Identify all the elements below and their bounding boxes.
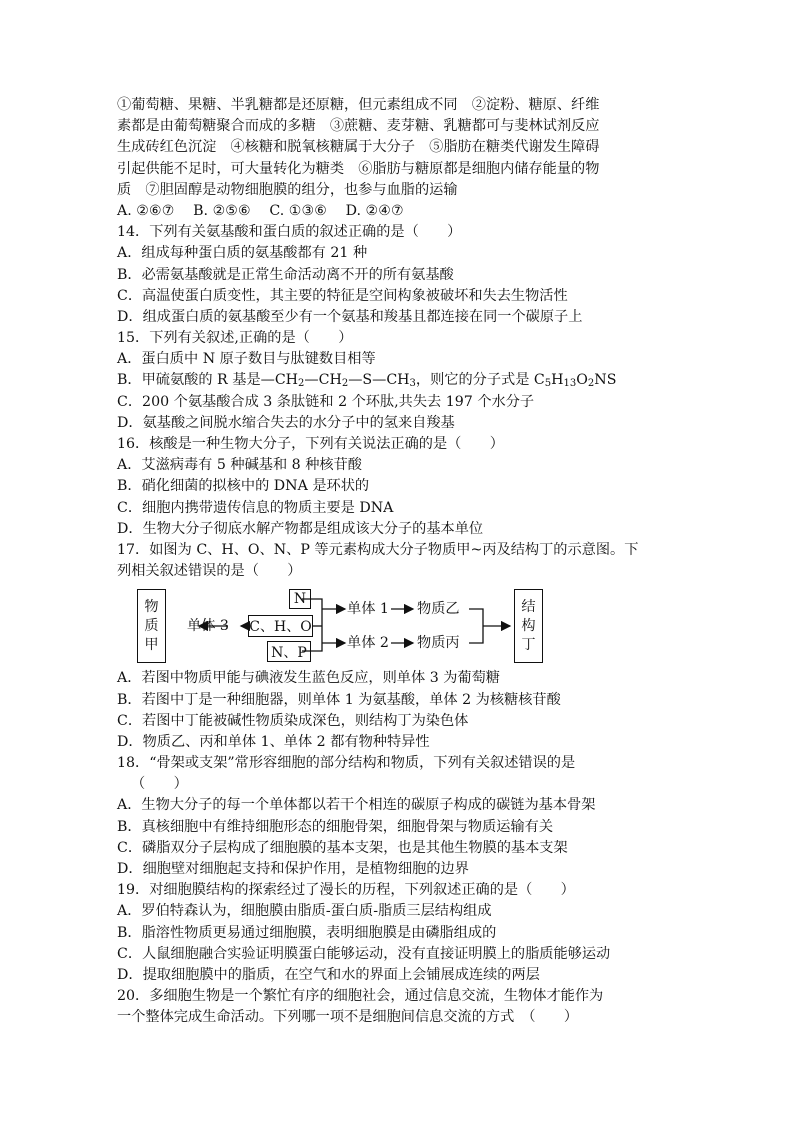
q15-option-c: C．200 个氨基酸合成 3 条肽链和 2 个环肽,共失去 197 个水分子 (117, 393, 535, 410)
q15-option-b (117, 370, 677, 391)
q17-option-c: C．若图中丁能被碱性物质染成深色，则结构丁为染色体 (117, 712, 469, 729)
structure-d-char-1: 结 (521, 598, 536, 615)
q17-option-b: B．若图中丁是一种细胞器，则单体 1 为氨基酸，单体 2 为核糖核苷酸 (117, 691, 561, 708)
q13-statement-line-3: 生成砖红色沉淀 ④核糖和脱氧核糖属于大分子 ⑤脂肪在糖类代谢发生障碍 (117, 139, 600, 156)
q20-stem-line-1: 20．多细胞生物是一个繁忙有序的细胞社会，通过信息交流，生物体才能作为 (117, 988, 604, 1005)
q13-statement-line-5: 质 ⑦胆固醇是动物细胞膜的组分，也参与血脂的运输 (117, 181, 458, 198)
q13-options: A. ②⑥⑦ B. ②⑤⑥ C. ①③⑥ D. ②④⑦ (117, 202, 404, 219)
q13-statement-line-4: 引起供能不足时，可大量转化为糖类 ⑥脂肪与糖原都是细胞内储存能量的物 (117, 160, 600, 177)
q17-stem-line-2: 列相关叙述错误的是（ ） (117, 563, 302, 580)
q17-diagram (117, 584, 677, 668)
bracket-substances (469, 609, 483, 643)
q15-b-text-5: H (551, 372, 564, 389)
q18-option-a: A．生物大分子的每一个单体都以若干个相连的碳原子构成的碳链为基本骨架 (117, 797, 596, 814)
q15-b-sub-1: 2 (298, 378, 305, 390)
q15-option-d: D．氨基酸之间脱水缩合失去的水分子中的氢来自羧基 (117, 414, 455, 431)
exam-content (117, 95, 677, 1029)
q20-stem-line-2: 一个整体完成生命活动。下列哪一项不是细胞间信息交流的方式 （ ） (117, 1009, 579, 1026)
structure-d-box (514, 589, 543, 663)
q15-b-sub-3: 3 (409, 378, 416, 390)
structure-d-char-2: 构 (521, 617, 536, 634)
q16-option-a: A．艾滋病毒有 5 种碱基和 8 种核苷酸 (117, 457, 362, 474)
q15-b-text-4: ，则它的分子式是 C (415, 372, 545, 389)
monomer-1-label: 单体 1 (347, 601, 389, 618)
q18-option-c: C．磷脂双分子层构成了细胞膜的基本支架，也是其他生物膜的基本支架 (117, 839, 568, 856)
q13-statement-line-2: 素都是由葡萄糖聚合而成的多糖 ③蔗糖、麦芽糖、乳糖都可与斐林试剂反应 (117, 118, 600, 135)
q17-option-d: D．物质乙、丙和单体 1、单体 2 都有物种特异性 (117, 733, 430, 750)
q16-option-d: D．生物大分子彻底水解产物都是组成该大分子的基本单位 (117, 520, 484, 537)
q14-option-c: C．高温使蛋白质变性，其主要的特征是空间构象被破坏和失去生物活性 (117, 287, 568, 304)
q14-option-d: D．组成蛋白质的氨基酸至少有一个氨基和羧基且都连接在同一个碳原子上 (117, 308, 583, 325)
q15-option-a: A．蛋白质中 N 原子数目与肽键数目相等 (117, 351, 376, 368)
structure-d-char-3: 丁 (521, 636, 536, 653)
monomer-3-label: 单体 3 (187, 618, 229, 635)
q19-option-d: D．提取细胞膜中的脂质，在空气和水的界面上会铺展成连续的两层 (117, 966, 540, 983)
q16-option-c: C．细胞内携带遗传信息的物质主要是 DNA (117, 499, 394, 516)
q13-statement-line-1: ①葡萄糖、果糖、半乳糖都是还原糖，但元素组成不同 ②淀粉、糖原、纤维 (117, 97, 600, 113)
q15-b-text-3: —S—CH (348, 372, 410, 389)
center-elements-box: C、H、O (248, 615, 313, 637)
q14-option-b: B．必需氨基酸就是正常生命活动离不开的所有氨基酸 (117, 266, 454, 283)
substance-a-char-3: 甲 (144, 636, 159, 653)
substance-c-label: 物质丙 (417, 635, 460, 652)
element-np-box: N、P (267, 641, 311, 662)
substance-b-label: 物质乙 (417, 601, 460, 618)
q18-option-b: B．真核细胞中有维持细胞形态的细胞骨架，细胞骨架与物质运输有关 (117, 818, 554, 835)
q15-stem: 15．下列有关叙述,正确的是（ ） (117, 330, 353, 347)
q18-stem-line-1: 18．“骨架或支架”常形容细胞的部分结构和物质，下列有关叙述错误的是 (117, 755, 576, 772)
q19-stem: 19．对细胞膜结构的探索经过了漫长的历程，下列叙述正确的是（ ） (117, 882, 575, 899)
q15-b-text-7: NS (594, 372, 617, 389)
q15-b-sub-5: 13 (563, 378, 577, 390)
q15-b-sub-2: 2 (341, 378, 349, 390)
q16-option-b: B．硝化细菌的拟核中的 DNA 是环状的 (117, 478, 370, 495)
monomer-2-label: 单体 2 (347, 635, 389, 652)
substance-a-char-2: 质 (144, 617, 159, 634)
q16-stem: 16．核酸是一种生物大分子，下列有关说法正确的是（ ） (117, 436, 504, 452)
element-n-box: N (289, 589, 311, 609)
q15-b-sub-6: 2 (587, 378, 595, 390)
q14-stem: 14．下列有关氨基酸和蛋白质的叙述正确的是（ ） (117, 224, 462, 241)
q19-option-a: A．罗伯特森认为，细胞膜由脂质-蛋白质-脂质三层结构组成 (117, 903, 492, 920)
q19-option-b: B．脂溶性物质更易通过细胞膜，表明细胞膜是由磷脂组成的 (117, 924, 497, 941)
substance-a-box (137, 589, 166, 663)
q18-stem-line-2: （ ） (131, 776, 188, 793)
q14-option-a: A．组成每种蛋白质的氨基酸都有 21 种 (117, 245, 368, 262)
q15-b-text-6: O (576, 372, 588, 389)
substance-a-char-1: 物 (144, 598, 159, 615)
q15-b-text-1: B．甲硫氨酸的 R 基是—CH (117, 372, 299, 389)
q17-option-a: A．若图中物质甲能与碘液发生蓝色反应，则单体 3 为葡萄糖 (117, 670, 500, 687)
q17-stem-line-1: 17．如图为 C、H、O、N、P 等元素构成大分子物质甲~丙及结构丁的示意图。下 (117, 541, 639, 558)
q18-option-d: D．细胞壁对细胞起支持和保护作用，是植物细胞的边界 (117, 861, 469, 877)
q15-b-text-2: —CH (304, 372, 342, 389)
q15-b-sub-4: 5 (544, 378, 552, 390)
q19-option-c: C．人鼠细胞融合实验证明膜蛋白能够运动，没有直接证明膜上的脂质能够运动 (117, 945, 611, 962)
